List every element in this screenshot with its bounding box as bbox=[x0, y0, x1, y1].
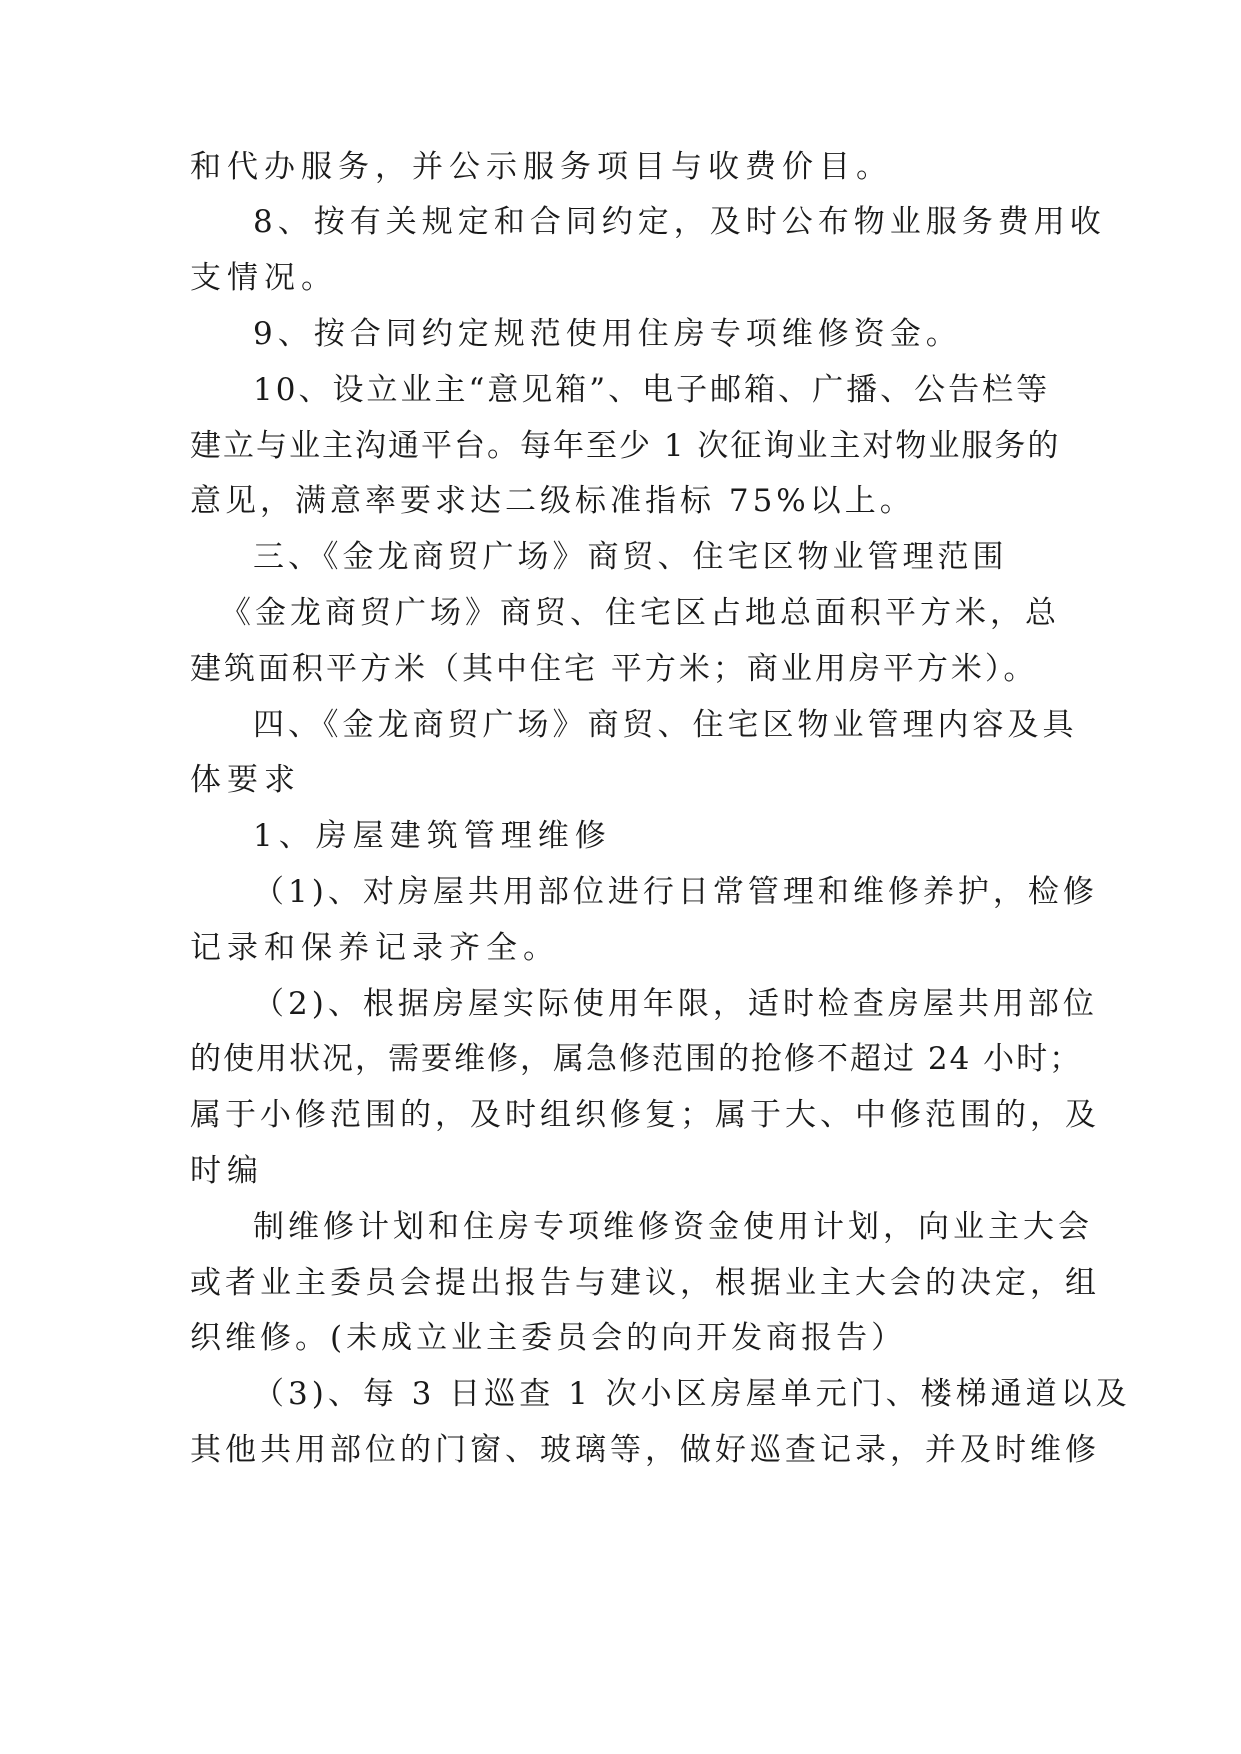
text-line: 1、房屋建筑管理维修 bbox=[253, 818, 612, 854]
text-line: 或者业主委员会提出报告与建议，根据业主大会的决定，组 bbox=[190, 1265, 1100, 1301]
text-line: 建立与业主沟通平台。每年至少 1 次征询业主对物业服务的 bbox=[190, 428, 1061, 464]
text-line: 8、按有关规定和合同约定，及时公布物业服务费用收 bbox=[253, 204, 1106, 240]
text-line: 《金龙商贸广场》商贸、住宅区占地总面积平方米，总 bbox=[220, 595, 1060, 631]
text-line: 织维修。(未成立业主委员会的向开发商报告） bbox=[190, 1320, 907, 1356]
text-line: 10、设立业主“意见箱”、电子邮箱、广播、公告栏等 bbox=[253, 372, 1051, 408]
text-line: 建筑面积平方米（其中住宅 平方米；商业用房平方米）。 bbox=[190, 651, 1038, 687]
text-line: 意见，满意率要求达二级标准指标 75%以上。 bbox=[190, 483, 915, 519]
text-line: （1)、对房屋共用部位进行日常管理和维修养护，检修 bbox=[253, 874, 1098, 910]
text-line: 的使用状况，需要维修，属急修范围的抢修不超过 24 小时； bbox=[190, 1041, 1083, 1077]
text-line: （2)、根据房屋实际使用年限，适时检查房屋共用部位 bbox=[253, 986, 1098, 1022]
text-line: 记录和保养记录齐全。 bbox=[190, 930, 560, 966]
text-line: 体要求 bbox=[190, 762, 301, 798]
text-line: 制维修计划和住房专项维修资金使用计划，向业主大会 bbox=[253, 1209, 1093, 1245]
text-line: 9、按合同约定规范使用住房专项维修资金。 bbox=[253, 316, 962, 352]
text-line: 四、《金龙商贸广场》商贸、住宅区物业管理内容及具 bbox=[253, 707, 1078, 743]
text-line: 属于小修范围的，及时组织修复；属于大、中修范围的，及 bbox=[190, 1097, 1100, 1133]
text-line: 三、《金龙商贸广场》商贸、住宅区物业管理范围 bbox=[253, 539, 1008, 575]
text-line: 和代办服务，并公示服务项目与收费价目。 bbox=[190, 149, 893, 185]
text-line: （3)、每 3 日巡查 1 次小区房屋单元门、楼梯通道以及 bbox=[253, 1376, 1131, 1412]
text-line: 支情况。 bbox=[190, 260, 338, 296]
text-line: 其他共用部位的门窗、玻璃等，做好巡查记录，并及时维修 bbox=[190, 1432, 1100, 1468]
text-line: 时编 bbox=[190, 1153, 264, 1189]
